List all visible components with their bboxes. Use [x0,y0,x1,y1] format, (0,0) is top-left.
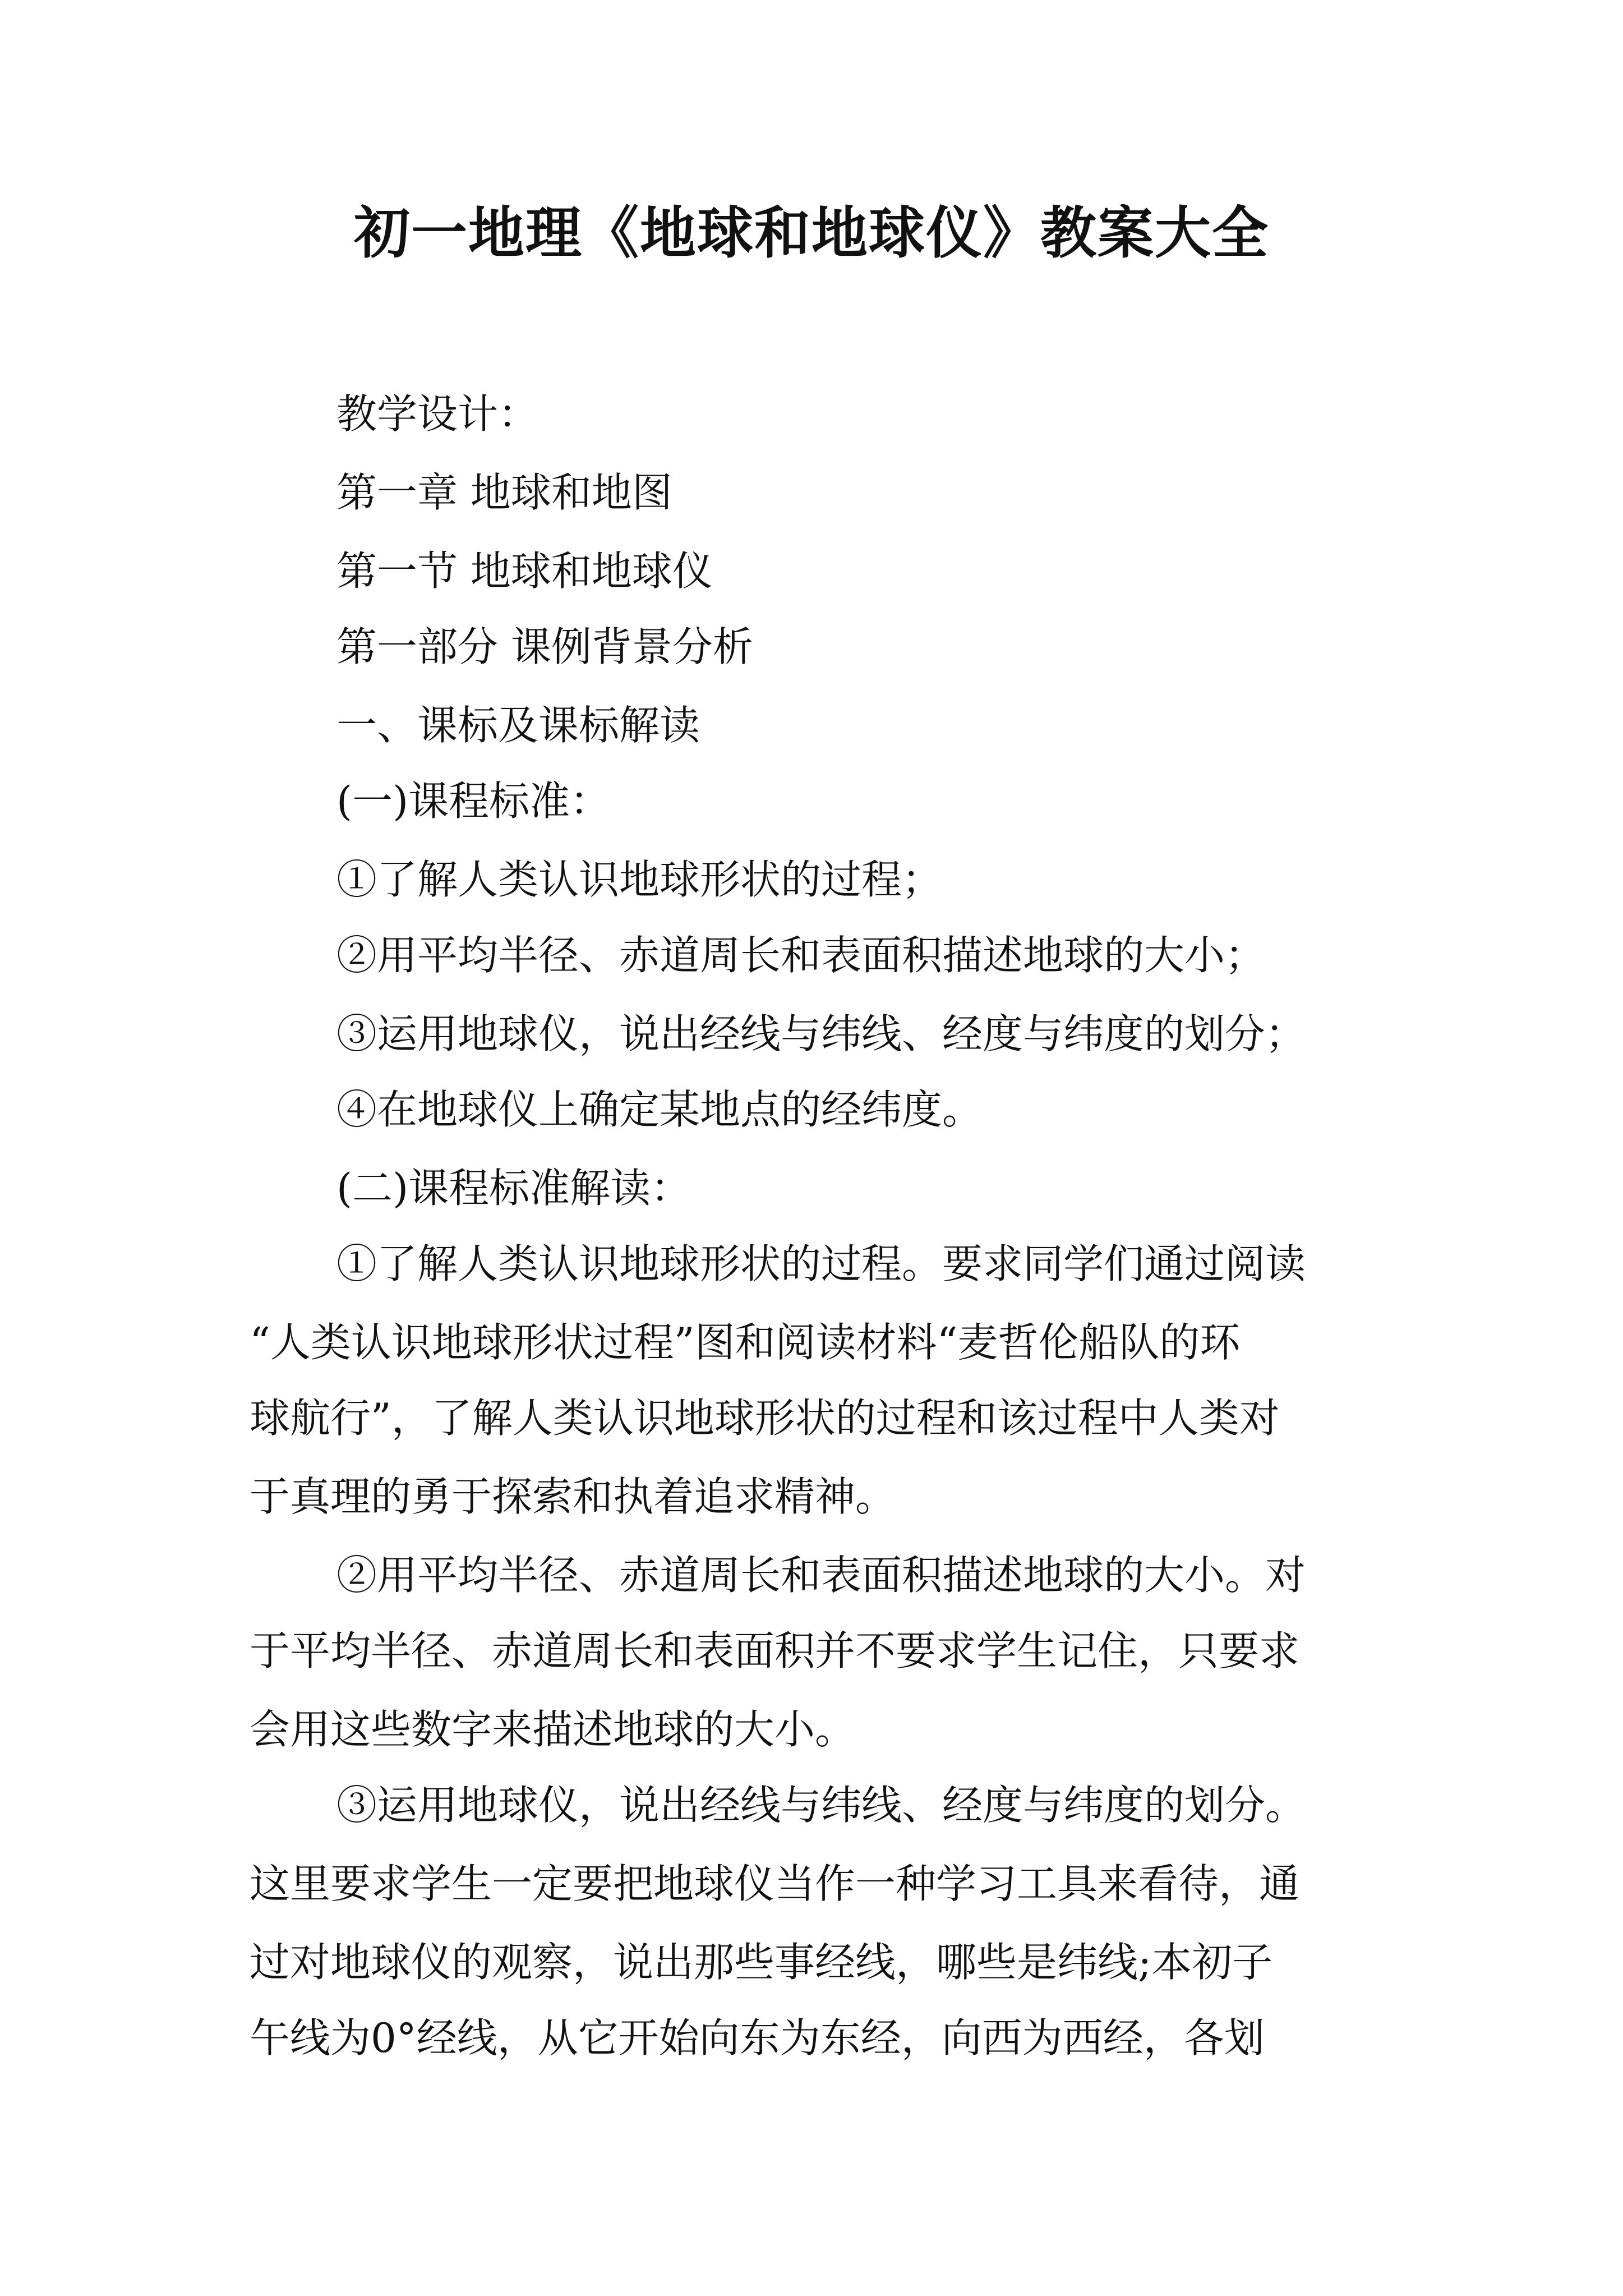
text-line: 于平均半径、赤道周长和表面积并不要求学生记住，只要求 [250,1627,1300,1674]
text-line: ②用平均半径、赤道周长和表面积描述地球的大小。对 [336,1552,1306,1599]
text-line: ①了解人类认识地球形状的过程； [336,856,943,903]
text-line: ②用平均半径、赤道周长和表面积描述地球的大小； [336,932,1266,979]
text-line: 第一章 地球和地图 [336,469,672,516]
text-line: 一、课标及课标解读 [336,702,700,749]
text-line: “人类认识地球形状过程”图和阅读材料“麦哲伦船队的环 [250,1319,1241,1366]
text-line: 会用这些数字来描述地球的大小。 [250,1706,856,1753]
text-line: 午线为0°经线，从它开始向东为东经，向西为西经，各划 [250,2014,1265,2062]
text-line: (一)课程标准： [336,777,611,825]
text-line: 过对地球仪的观察，说出那些事经线，哪些是纬线;本初子 [250,1939,1273,1986]
text-line: (二)课程标准解读： [336,1165,691,1212]
text-line: 这里要求学生一定要把地球仪当作一种学习工具来看待，通 [250,1860,1300,1907]
text-line: ①了解人类认识地球形状的过程。要求同学们通过阅读 [336,1240,1306,1287]
text-line: 球航行”，了解人类认识地球形状的过程和该过程中人类对 [250,1395,1280,1442]
document-title: 初一地理《地球和地球仪》教案大全 [354,200,1269,266]
text-line: 第一节 地球和地球仪 [336,547,713,595]
text-line: 于真理的勇于探索和执着追求精神。 [250,1473,896,1520]
text-line: 教学设计： [336,390,539,438]
text-line: ③运用地球仪，说出经线与纬线、经度与纬度的划分。 [336,1782,1306,1829]
text-line: 第一部分 课例背景分析 [336,623,753,670]
text-line: ③运用地球仪，说出经线与纬线、经度与纬度的划分； [336,1010,1306,1057]
text-line: ④在地球仪上确定某地点的经纬度。 [336,1086,983,1133]
